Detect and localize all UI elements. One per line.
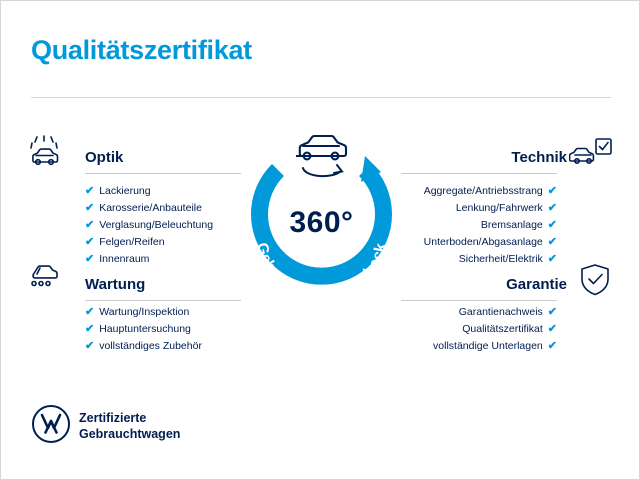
section-divider-wartung <box>85 300 241 301</box>
list-item <box>85 304 202 321</box>
section-heading-garantie: Garantie <box>506 276 567 293</box>
check-icon: ✔ <box>85 185 95 197</box>
check-icon: ✔ <box>85 323 95 335</box>
car-check-icon <box>569 137 613 171</box>
list-item-label: Lackierung <box>99 185 151 197</box>
check-icon: ✔ <box>547 202 557 214</box>
check-icon: ✔ <box>547 323 557 335</box>
list-item-label: Unterboden/Abgasanlage <box>423 236 543 248</box>
list-item-label: vollständiges Zubehör <box>99 340 202 352</box>
check-icon: ✔ <box>85 340 95 352</box>
check-icon: ✔ <box>85 202 95 214</box>
check-icon: ✔ <box>85 219 95 231</box>
footer-text <box>79 410 180 442</box>
list-item-label: Bremsanlage <box>480 219 543 231</box>
gebrauchtwagen-check-badge <box>229 126 414 311</box>
list-item-label: Sicherheit/Elektrik <box>458 253 543 265</box>
section-divider-garantie <box>401 300 557 301</box>
check-icon: ✔ <box>547 306 557 318</box>
section-divider-technik <box>401 173 557 174</box>
badge-arc-text: Gebrauchtwagen-Check <box>252 241 390 305</box>
list-item <box>85 200 213 217</box>
list-item <box>85 217 213 234</box>
list-item <box>85 338 202 355</box>
check-icon: ✔ <box>547 185 557 197</box>
title-divider <box>31 97 611 98</box>
list-item <box>85 234 213 251</box>
list-item-label: Lenkung/Fahrwerk <box>455 202 543 214</box>
list-item-label: Hauptuntersuchung <box>99 323 191 335</box>
section-heading-wartung: Wartung <box>85 276 146 293</box>
list-item-label: Karosserie/Anbauteile <box>99 202 202 214</box>
page-title: Qualitätszertifikat <box>31 35 252 65</box>
badge-degrees: 360° <box>289 206 354 239</box>
check-icon: ✔ <box>85 253 95 265</box>
list-item <box>85 251 213 268</box>
list-item-label: Qualitätszertifikat <box>462 323 543 335</box>
feature-list-optik <box>85 183 213 268</box>
list-item <box>85 321 202 338</box>
list-item-label: Wartung/Inspektion <box>99 306 190 318</box>
list-item <box>85 183 213 200</box>
check-icon: ✔ <box>85 306 95 318</box>
list-item-label: vollständige Unterlagen <box>433 340 543 352</box>
list-item-label: Aggregate/Antriebsstrang <box>423 185 543 197</box>
footer-line-1: Zertifizierte <box>79 411 147 425</box>
check-icon: ✔ <box>547 253 557 265</box>
list-item-label: Innenraum <box>99 253 150 265</box>
check-icon: ✔ <box>85 236 95 248</box>
section-divider-optik <box>85 173 241 174</box>
list-item-label: Felgen/Reifen <box>99 236 165 248</box>
check-icon: ✔ <box>547 236 557 248</box>
shield-check-icon <box>579 263 613 299</box>
section-heading-optik: Optik <box>85 149 124 166</box>
footer-line-2: Gebrauchtwagen <box>79 427 181 441</box>
feature-list-wartung <box>85 304 202 355</box>
car-lift-icon <box>29 259 73 299</box>
car-wash-icon <box>29 135 71 171</box>
list-item <box>357 338 557 355</box>
list-item <box>357 321 557 338</box>
list-item-label: Verglasung/Beleuchtung <box>99 219 214 231</box>
list-item-label: Garantienachweis <box>458 306 543 318</box>
vw-logo <box>31 404 71 449</box>
check-icon: ✔ <box>547 340 557 352</box>
check-icon: ✔ <box>547 219 557 231</box>
section-heading-technik: Technik <box>511 149 567 166</box>
feature-list-garantie <box>357 304 557 355</box>
